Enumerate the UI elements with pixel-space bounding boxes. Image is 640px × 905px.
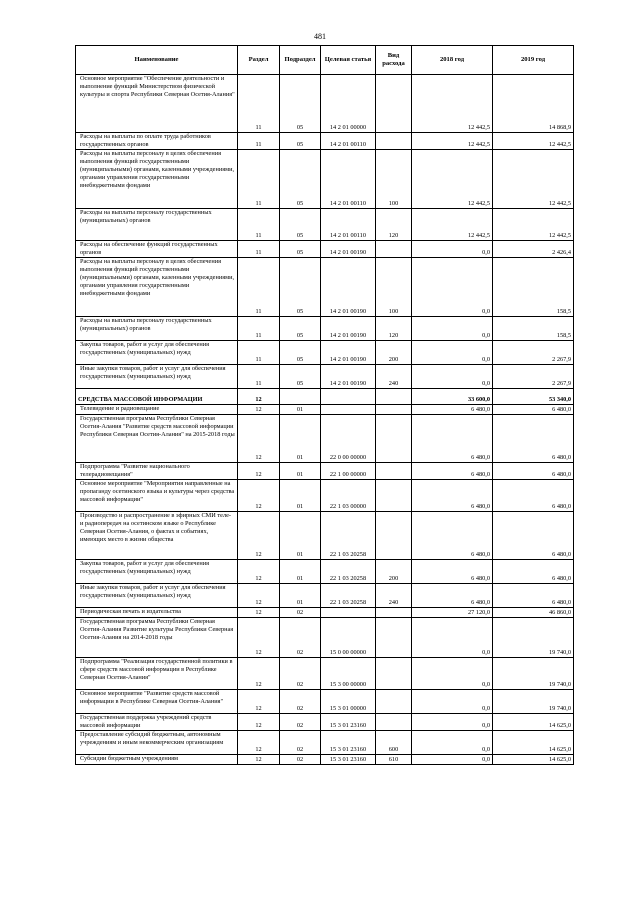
- row-expense-type: 120: [376, 209, 412, 241]
- row-target-article: 14 2 01 00110: [321, 150, 376, 209]
- row-amount-2018: 0,0: [412, 714, 493, 731]
- row-expense-type: 200: [376, 341, 412, 365]
- row-subsection: 05: [280, 317, 321, 341]
- row-amount-2019: 12 442,5: [493, 150, 574, 209]
- row-target-article: 14 2 01 00190: [321, 341, 376, 365]
- row-name: Расходы на выплаты персоналу государственных (муниципальных) органов: [76, 209, 238, 241]
- row-amount-2019: 6 480,0: [493, 512, 574, 560]
- row-target-article: 15 3 00 00000: [321, 658, 376, 690]
- row-amount-2019: 6 480,0: [493, 560, 574, 584]
- table-row: [76, 690, 574, 714]
- row-name: Иные закупки товаров, работ и услуг для обеспечения государственных (муниципальных) нужд: [76, 365, 238, 389]
- row-target-article: 14 2 01 00190: [321, 365, 376, 389]
- row-section: 11: [238, 75, 280, 133]
- header-expense-type: Вид расхода: [376, 46, 412, 75]
- row-subsection: 01: [280, 480, 321, 512]
- row-amount-2019: 14 625,0: [493, 755, 574, 765]
- row-expense-type: [376, 480, 412, 512]
- row-amount-2019: 6 480,0: [493, 584, 574, 608]
- row-section: 12: [238, 690, 280, 714]
- row-expense-type: 610: [376, 755, 412, 765]
- row-subsection: 02: [280, 755, 321, 765]
- header-section: Раздел: [238, 46, 280, 75]
- row-amount-2018: 6 480,0: [412, 405, 493, 415]
- row-subsection: 01: [280, 512, 321, 560]
- row-expense-type: [376, 389, 412, 405]
- row-expense-type: [376, 690, 412, 714]
- row-amount-2018: 0,0: [412, 731, 493, 755]
- row-amount-2018: 33 600,0: [412, 389, 493, 405]
- row-target-article: 22 0 00 00000: [321, 415, 376, 463]
- row-amount-2019: 6 480,0: [493, 480, 574, 512]
- row-target-article: 15 3 01 23160: [321, 755, 376, 765]
- table-row: [76, 618, 574, 658]
- row-amount-2019: 6 480,0: [493, 415, 574, 463]
- row-subsection: 02: [280, 690, 321, 714]
- table-row: [76, 560, 574, 584]
- row-name: Подпрограмма "Реализация государственной политики в сфере средств массовой информации в Республике Северная Осетия-Алания": [76, 658, 238, 690]
- row-section: 12: [238, 560, 280, 584]
- row-expense-type: [376, 405, 412, 415]
- row-subsection: 02: [280, 608, 321, 618]
- header-year-2019: 2019 год: [493, 46, 574, 75]
- row-expense-type: 120: [376, 317, 412, 341]
- row-amount-2018: 0,0: [412, 690, 493, 714]
- row-amount-2019: 14 625,0: [493, 731, 574, 755]
- table-header-row: [76, 46, 574, 75]
- row-amount-2019: 53 340,0: [493, 389, 574, 405]
- row-subsection: 01: [280, 584, 321, 608]
- table-row: [76, 365, 574, 389]
- row-amount-2018: 0,0: [412, 618, 493, 658]
- row-subsection: 05: [280, 241, 321, 258]
- row-section: 12: [238, 755, 280, 765]
- header-year-2018: 2018 год: [412, 46, 493, 75]
- row-expense-type: 240: [376, 584, 412, 608]
- row-subsection: 01: [280, 463, 321, 480]
- row-amount-2019: 158,5: [493, 317, 574, 341]
- row-subsection: [280, 389, 321, 405]
- table-row: [76, 755, 574, 765]
- table-row: [76, 150, 574, 209]
- row-target-article: 15 3 01 23160: [321, 714, 376, 731]
- row-name: Государственная программа Республики Северная Осетия-Алания Развитие культуры Республики Северная Осетия-Алания на 2014-2018 годы: [76, 618, 238, 658]
- row-name: Основное мероприятие "Развитие средств массовой информации в Республике Северная Осетия-Алания": [76, 690, 238, 714]
- row-section: 11: [238, 133, 280, 150]
- table-row: [76, 512, 574, 560]
- table-row: [76, 714, 574, 731]
- row-amount-2019: 12 442,5: [493, 133, 574, 150]
- row-amount-2019: 19 740,0: [493, 618, 574, 658]
- row-amount-2018: 0,0: [412, 658, 493, 690]
- row-section: 11: [238, 258, 280, 317]
- row-section: 11: [238, 365, 280, 389]
- row-subsection: 01: [280, 415, 321, 463]
- row-subsection: 05: [280, 75, 321, 133]
- page-number: 481: [314, 32, 326, 41]
- table-row: [76, 584, 574, 608]
- row-expense-type: [376, 133, 412, 150]
- row-section: 12: [238, 415, 280, 463]
- row-section: 11: [238, 209, 280, 241]
- row-target-article: 22 1 03 20258: [321, 512, 376, 560]
- table-row: [76, 133, 574, 150]
- budget-table: [75, 45, 574, 765]
- row-amount-2019: 46 860,0: [493, 608, 574, 618]
- row-name: Государственная программа Республики Северная Осетия-Алания "Развитие средств массовой информации Республики Северная Осетия-Алания" на 2015-2018 годы: [76, 415, 238, 463]
- row-name: Расходы на выплаты по оплате труда работников государственных органов: [76, 133, 238, 150]
- row-section: 12: [238, 463, 280, 480]
- row-target-article: 22 1 03 20258: [321, 560, 376, 584]
- row-expense-type: 240: [376, 365, 412, 389]
- row-expense-type: [376, 415, 412, 463]
- row-expense-type: [376, 658, 412, 690]
- row-subsection: 05: [280, 133, 321, 150]
- row-subsection: 01: [280, 560, 321, 584]
- row-target-article: 14 2 01 00000: [321, 75, 376, 133]
- row-section: 12: [238, 608, 280, 618]
- row-target-article: 15 0 00 00000: [321, 618, 376, 658]
- table-body: [76, 75, 574, 765]
- table-row: [76, 389, 574, 405]
- header-subsection: Подраздел: [280, 46, 321, 75]
- row-target-article: 14 2 01 00190: [321, 241, 376, 258]
- row-target-article: 15 3 01 23160: [321, 731, 376, 755]
- row-name: СРЕДСТВА МАССОВОЙ ИНФОРМАЦИИ: [76, 389, 238, 405]
- row-target-article: 14 2 01 00190: [321, 317, 376, 341]
- row-amount-2018: 0,0: [412, 317, 493, 341]
- row-expense-type: [376, 75, 412, 133]
- table-row: [76, 658, 574, 690]
- row-amount-2018: 6 480,0: [412, 584, 493, 608]
- row-section: 12: [238, 584, 280, 608]
- row-amount-2019: 14 625,0: [493, 714, 574, 731]
- row-name: Основное мероприятие "Обеспечение деятельности и выполнение функций Министерством физической культуры и спорта Республики Северная Осетия-Алания": [76, 75, 238, 133]
- table-row: [76, 75, 574, 133]
- row-name: Подпрограмма "Развитие национального телерадиовещания": [76, 463, 238, 480]
- row-subsection: 02: [280, 714, 321, 731]
- row-amount-2018: 12 442,5: [412, 75, 493, 133]
- row-expense-type: [376, 512, 412, 560]
- row-target-article: 22 1 03 00000: [321, 480, 376, 512]
- row-subsection: 02: [280, 658, 321, 690]
- row-amount-2018: 0,0: [412, 241, 493, 258]
- row-amount-2019: 2 267,9: [493, 341, 574, 365]
- row-amount-2018: 6 480,0: [412, 512, 493, 560]
- row-section: 12: [238, 389, 280, 405]
- row-amount-2018: 6 480,0: [412, 463, 493, 480]
- row-target-article: 15 3 01 00000: [321, 690, 376, 714]
- row-expense-type: [376, 714, 412, 731]
- row-name: Телевидение и радиовещание: [76, 405, 238, 415]
- row-expense-type: [376, 241, 412, 258]
- row-target-article: [321, 608, 376, 618]
- row-subsection: 05: [280, 209, 321, 241]
- row-subsection: 05: [280, 150, 321, 209]
- row-amount-2019: 2 267,9: [493, 365, 574, 389]
- row-amount-2019: 6 480,0: [493, 463, 574, 480]
- row-target-article: 22 1 03 20258: [321, 584, 376, 608]
- row-section: 12: [238, 731, 280, 755]
- table-row: [76, 258, 574, 317]
- row-name: Субсидии бюджетным учреждениям: [76, 755, 238, 765]
- row-expense-type: 100: [376, 150, 412, 209]
- row-subsection: 01: [280, 405, 321, 415]
- row-section: 11: [238, 317, 280, 341]
- row-amount-2019: 6 480,0: [493, 405, 574, 415]
- table-row: [76, 341, 574, 365]
- row-name: Закупка товаров, работ и услуг для обеспечения государственных (муниципальных) нужд: [76, 560, 238, 584]
- row-expense-type: 600: [376, 731, 412, 755]
- row-name: Расходы на обеспечение функций государственных органов: [76, 241, 238, 258]
- row-amount-2018: 0,0: [412, 341, 493, 365]
- row-target-article: [321, 405, 376, 415]
- row-name: Закупка товаров, работ и услуг для обеспечения государственных (муниципальных) нужд: [76, 341, 238, 365]
- table-row: [76, 608, 574, 618]
- header-target-article: Целевая статья: [321, 46, 376, 75]
- row-amount-2018: 12 442,5: [412, 209, 493, 241]
- row-amount-2019: 158,5: [493, 258, 574, 317]
- row-section: 12: [238, 618, 280, 658]
- row-amount-2018: 0,0: [412, 258, 493, 317]
- row-subsection: 05: [280, 341, 321, 365]
- row-amount-2018: 6 480,0: [412, 415, 493, 463]
- table-row: [76, 480, 574, 512]
- row-name: Производство и распространение в эфирных СМИ теле- и радиопередач на осетинском языке о Республике Северная Осетия-Алания, о фактах и событиях, имеющих место в жизни общества: [76, 512, 238, 560]
- row-target-article: [321, 389, 376, 405]
- row-section: 12: [238, 714, 280, 731]
- row-target-article: 22 1 00 00000: [321, 463, 376, 480]
- row-name: Расходы на выплаты персоналу в целях обеспечения выполнения функций государственными (муниципальными) органами, казенными учреждениями, органами управления государственными внебюджетными фондами: [76, 258, 238, 317]
- row-subsection: 05: [280, 365, 321, 389]
- row-expense-type: 200: [376, 560, 412, 584]
- row-name: Предоставление субсидий бюджетным, автономным учреждениям и иным некоммерческим организациям: [76, 731, 238, 755]
- row-section: 11: [238, 341, 280, 365]
- header-name: Наименование: [76, 46, 238, 75]
- row-section: 12: [238, 512, 280, 560]
- table-row: [76, 209, 574, 241]
- row-section: 12: [238, 405, 280, 415]
- table-row: [76, 241, 574, 258]
- row-target-article: 14 2 01 00110: [321, 133, 376, 150]
- table-row: [76, 405, 574, 415]
- row-amount-2019: 14 868,9: [493, 75, 574, 133]
- row-expense-type: 100: [376, 258, 412, 317]
- row-subsection: 05: [280, 258, 321, 317]
- row-amount-2018: 12 442,5: [412, 133, 493, 150]
- row-subsection: 02: [280, 731, 321, 755]
- row-amount-2019: 2 426,4: [493, 241, 574, 258]
- row-amount-2018: 0,0: [412, 755, 493, 765]
- row-name: Расходы на выплаты персоналу в целях обеспечения выполнения функций государственными (муниципальными) органами, казенными учреждениями, органами управления государственными внебюджетными фондами: [76, 150, 238, 209]
- row-amount-2019: 12 442,5: [493, 209, 574, 241]
- row-name: Иные закупки товаров, работ и услуг для обеспечения государственных (муниципальных) нужд: [76, 584, 238, 608]
- row-amount-2018: 12 442,5: [412, 150, 493, 209]
- row-amount-2018: 27 120,0: [412, 608, 493, 618]
- row-subsection: 02: [280, 618, 321, 658]
- row-expense-type: [376, 618, 412, 658]
- row-name: Периодическая печать и издательства: [76, 608, 238, 618]
- row-target-article: 14 2 01 00190: [321, 258, 376, 317]
- row-section: 12: [238, 658, 280, 690]
- row-amount-2018: 0,0: [412, 365, 493, 389]
- row-amount-2019: 19 740,0: [493, 690, 574, 714]
- row-section: 12: [238, 480, 280, 512]
- row-expense-type: [376, 608, 412, 618]
- table-row: [76, 463, 574, 480]
- row-name: Расходы на выплаты персоналу государственных (муниципальных) органов: [76, 317, 238, 341]
- row-amount-2018: 6 480,0: [412, 480, 493, 512]
- row-amount-2019: 19 740,0: [493, 658, 574, 690]
- row-section: 11: [238, 150, 280, 209]
- row-target-article: 14 2 01 00110: [321, 209, 376, 241]
- row-section: 11: [238, 241, 280, 258]
- row-name: Государственная поддержка учреждений средств массовой информации: [76, 714, 238, 731]
- table-row: [76, 317, 574, 341]
- row-name: Основное мероприятие "Мероприятия направленные на пропаганду осетинского языка и культуры через средства массовой информации": [76, 480, 238, 512]
- row-expense-type: [376, 463, 412, 480]
- table-row: [76, 415, 574, 463]
- row-amount-2018: 6 480,0: [412, 560, 493, 584]
- table-row: [76, 731, 574, 755]
